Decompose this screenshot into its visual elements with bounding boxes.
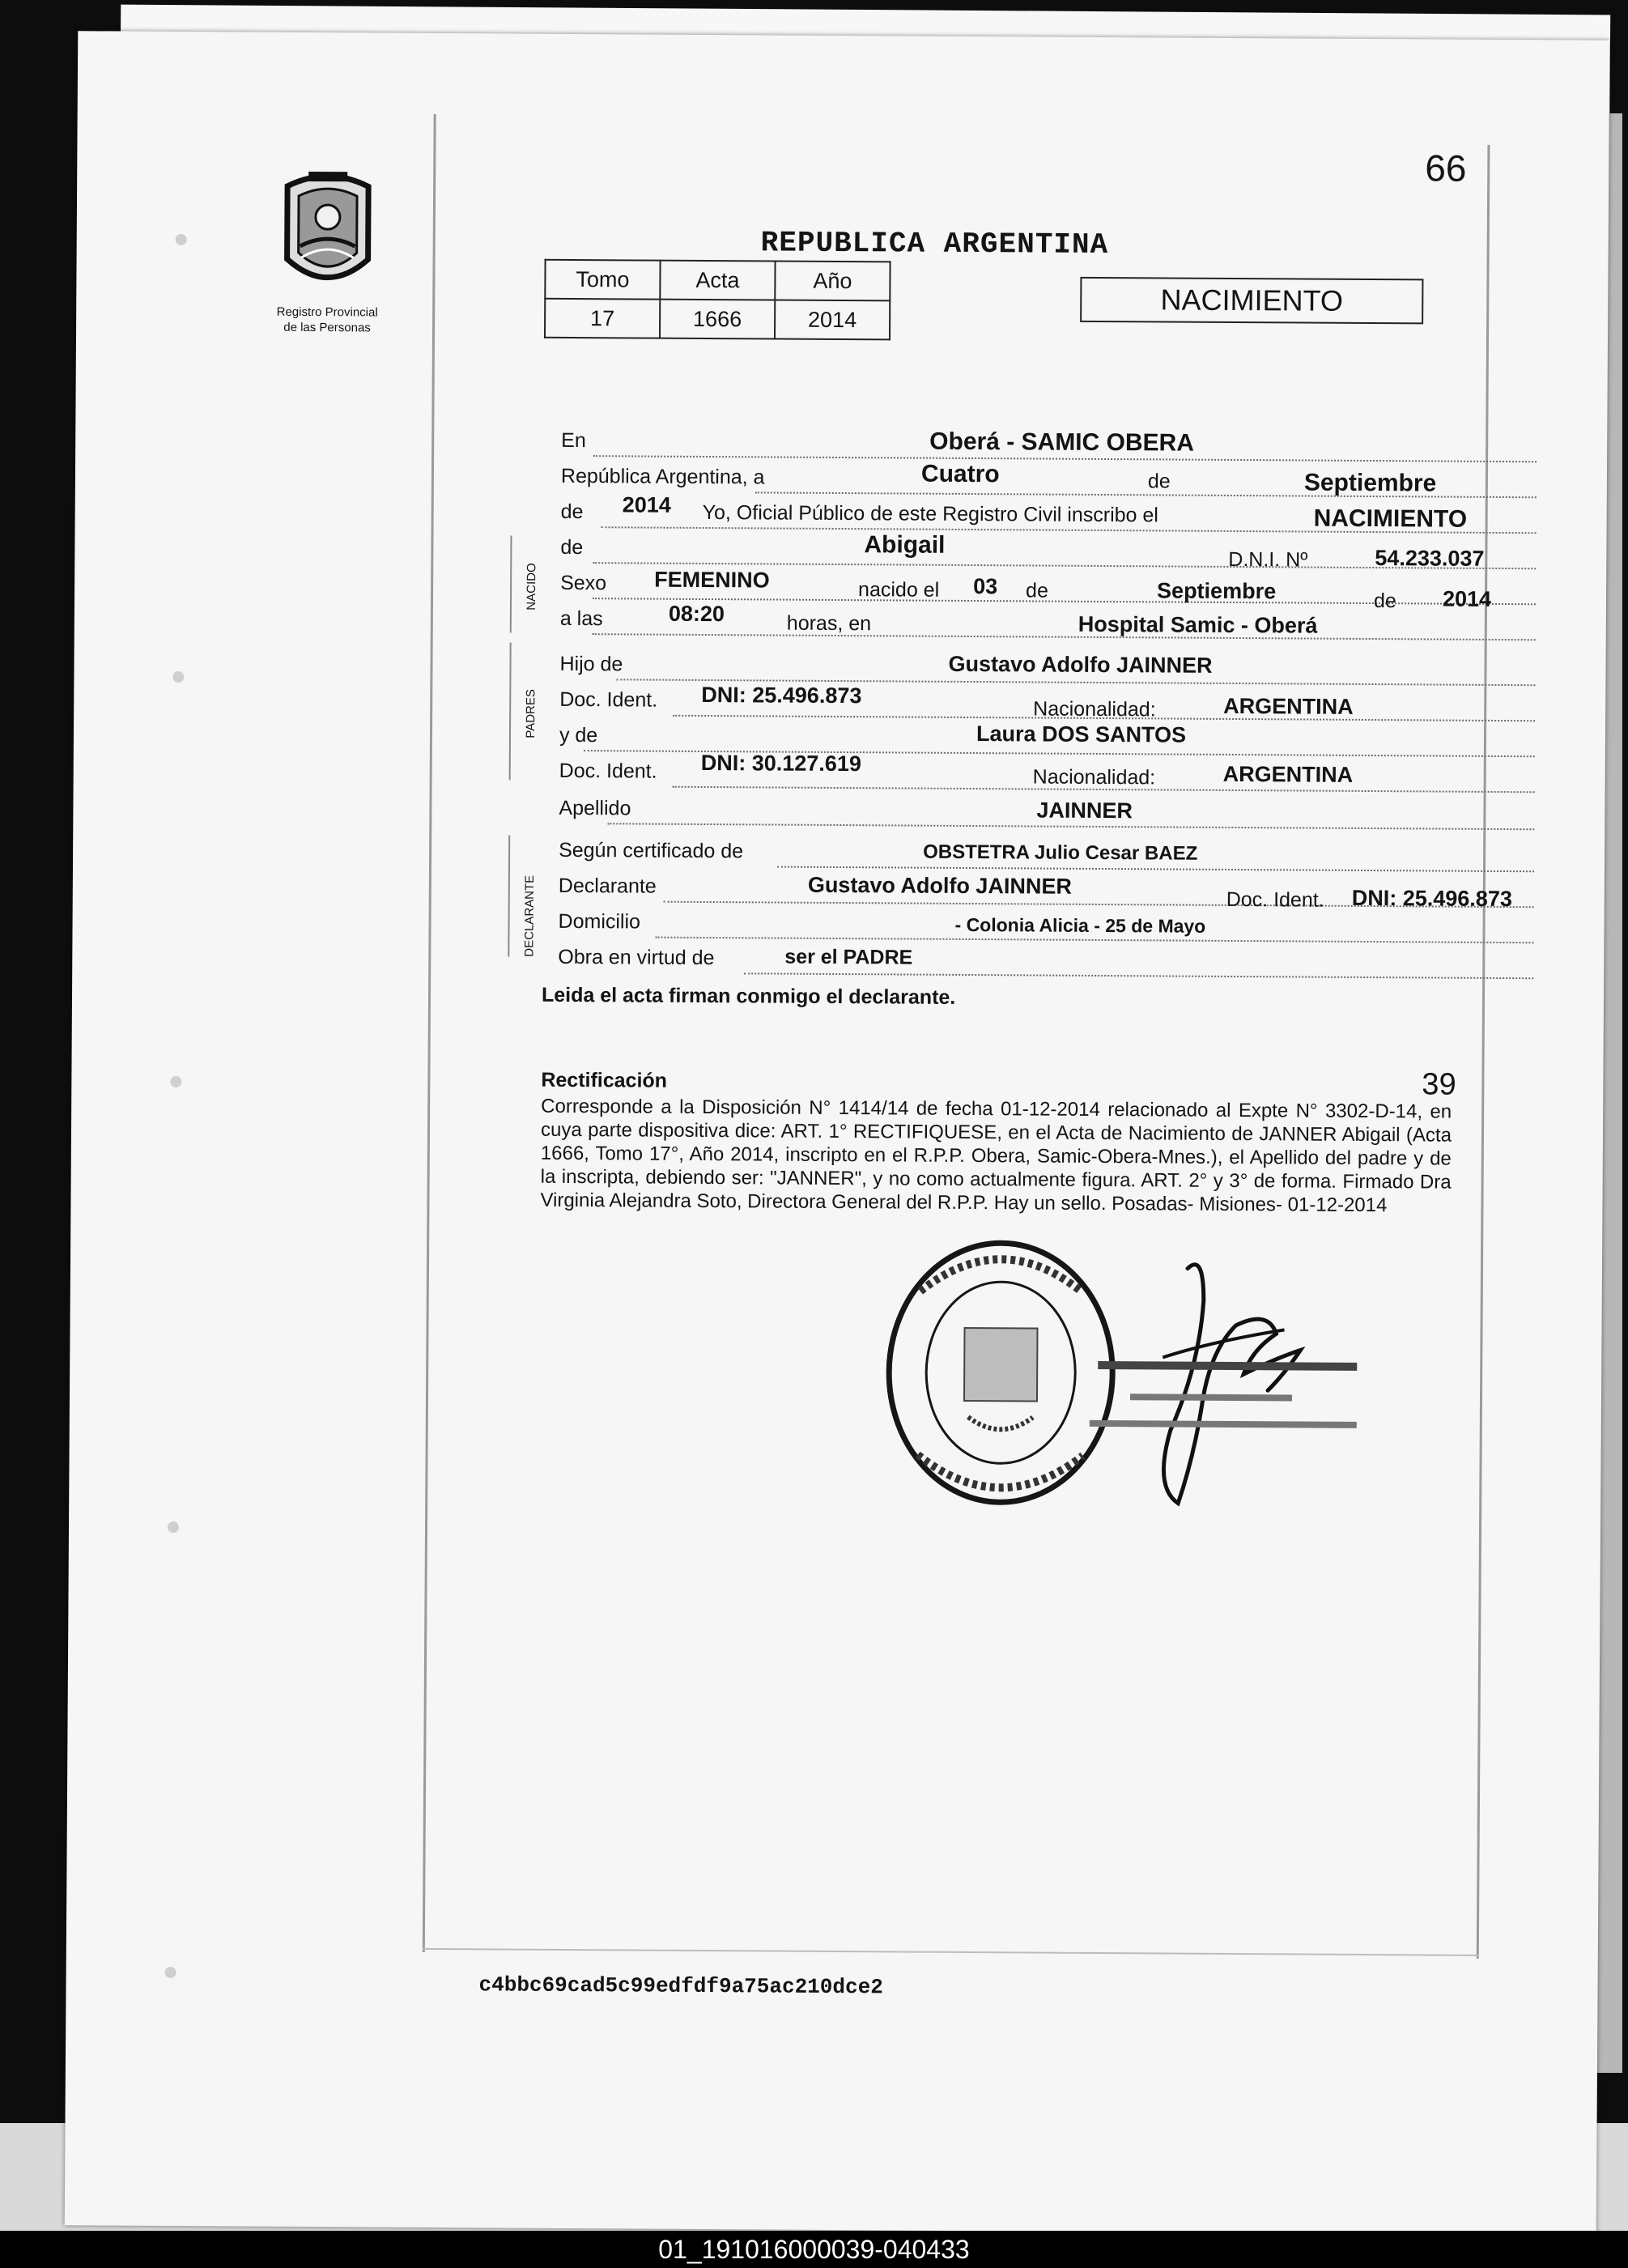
label-nacido-el: nacido el [858, 578, 940, 602]
dni-value: 54.233.037 [1375, 546, 1485, 571]
label-obra: Obra en virtud de [558, 945, 715, 970]
label-de2: de [1026, 579, 1048, 602]
label-domicilio: Domicilio [558, 909, 641, 934]
birth-year-value: 2014 [1442, 586, 1492, 611]
section-rule [509, 643, 512, 781]
provincial-seal-icon [270, 162, 385, 300]
document-hash: c4bbc69cad5c99edfdf9a75ac210dce2 [478, 1972, 883, 2000]
label-segun: Según certificado de [559, 838, 744, 863]
mother-nationality-value: ARGENTINA [1222, 761, 1354, 787]
section-label-padres: PADRES [523, 689, 538, 738]
label-y-de: y de [559, 723, 598, 747]
label-en: En [561, 428, 586, 453]
year-value: 2014 [622, 492, 671, 517]
label-doc-ident: Doc. Ident. [559, 759, 657, 783]
table-cell: 2014 [775, 300, 890, 340]
section-label-declarante: DECLARANTE [522, 874, 537, 957]
birth-place-value: Hospital Samic - Oberá [1078, 611, 1318, 638]
label-sexo: Sexo [560, 571, 607, 595]
month-value: Septiembre [1303, 469, 1437, 497]
punch-hole [170, 1076, 181, 1087]
capacity-value: ser el PADRE [784, 945, 913, 969]
section-rule [508, 836, 510, 957]
table-header: Acta [660, 261, 775, 300]
left-margin-rule [423, 114, 436, 1952]
mother-value: Laura DOS SANTOS [976, 721, 1187, 747]
country-heading: REPUBLICA ARGENTINA [760, 226, 1109, 262]
sex-value: FEMENINO [654, 567, 770, 593]
right-margin-rule [1477, 145, 1490, 1959]
punch-hole [168, 1521, 179, 1533]
table-header: Tomo [545, 260, 660, 300]
day-words-value: Cuatro [920, 460, 1000, 488]
book-reference-table [544, 259, 891, 341]
father-value: Gustavo Adolfo JAINNER [948, 651, 1213, 678]
file-caption: 01_191016000039-040433 [0, 2231, 1628, 2268]
label-de-anio: de [560, 500, 584, 524]
punch-hole [165, 1967, 176, 1978]
time-value: 08:20 [668, 601, 725, 627]
record-type-box: NACIMIENTO [1080, 277, 1423, 325]
father-nationality-value: ARGENTINA [1223, 693, 1354, 719]
birth-day-value: 03 [973, 574, 998, 599]
rectification-number: 39 [1422, 1067, 1456, 1102]
table-cell: 1666 [660, 300, 775, 339]
punch-hole [176, 234, 187, 245]
folio-number: 66 [1425, 147, 1467, 189]
birth-month-value: Septiembre [1157, 578, 1277, 604]
name-value: Abigail [864, 531, 946, 559]
certificate-page [65, 31, 1610, 2235]
rectification-title: Rectificación [541, 1068, 668, 1092]
place-value: Oberá - SAMIC OBERA [929, 428, 1195, 457]
label-republica: República Argentina, a [560, 464, 765, 489]
label-declarant-doc: Doc. Ident. [1226, 887, 1324, 912]
surname-value: JAINNER [1036, 798, 1133, 823]
label-dni: D.N.I. Nº [1228, 547, 1308, 572]
declarant-value: Gustavo Adolfo JAINNER [807, 872, 1072, 899]
label-de-mes: de [1147, 470, 1171, 493]
label-declarante: Declarante [558, 874, 657, 898]
label-nacionalidad: Nacionalidad: [1033, 697, 1156, 721]
declarant-doc-value: DNI: 25.496.873 [1351, 885, 1512, 912]
address-value: - Colonia Alicia - 25 de Mayo [954, 913, 1206, 937]
label-de-nombre: de [560, 535, 584, 560]
event-value: NACIMIENTO [1313, 504, 1468, 533]
table-cell: 17 [545, 299, 660, 338]
closing-statement: Leida el acta firman conmigo el declarante. [541, 983, 956, 1009]
official-signature-icon [1081, 1252, 1374, 1521]
certificate-by-value: OBSTETRA Julio Cesar BAEZ [923, 840, 1198, 865]
table-header: Año [775, 262, 890, 301]
section-label-nacido: NACIDO [524, 563, 539, 611]
label-yo: Yo, Oficial Público de este Registro Civil inscribo el [702, 500, 1158, 527]
mother-doc-value: DNI: 30.127.619 [700, 750, 862, 777]
registry-name: Registro Provincial de las Personas [276, 304, 378, 335]
bottom-rule [423, 1948, 1479, 1956]
label-doc-ident: Doc. Ident. [559, 687, 658, 712]
label-hijo-de: Hijo de [559, 652, 623, 676]
label-de3: de [1373, 589, 1396, 613]
label-apellido: Apellido [559, 796, 631, 820]
section-rule [510, 536, 512, 633]
label-a-las: a las [559, 606, 603, 631]
punch-hole [172, 671, 184, 683]
father-doc-value: DNI: 25.496.873 [701, 682, 862, 708]
label-nacionalidad: Nacionalidad: [1032, 765, 1156, 789]
label-horas-en: horas, en [786, 611, 872, 636]
rectification-text: Corresponde a la Disposición N° 1414/14 de fecha 01-12-2014 relacionado al Expte N° 3302-D-14, en cuya parte dispositiva dice: ART. 1° RECTIFIQUESE, en el Acta de Nacimiento de JANNER Abigail (Acta 1666, Tomo 17°, Año 2014, inscripto en el R.P.P. Obera, Samic-Obera-Mnes.), el Apellido del padre y de la inscripta, debiendo ser: "JANNER", y no como actualmente figura. ART. 2° y 3° de forma. Firmado Dra Virginia Alejandra Soto, Directora General del R.P.P. Hay un sello. Posadas- Misiones- 01-12-2014 [540, 1095, 1452, 1217]
